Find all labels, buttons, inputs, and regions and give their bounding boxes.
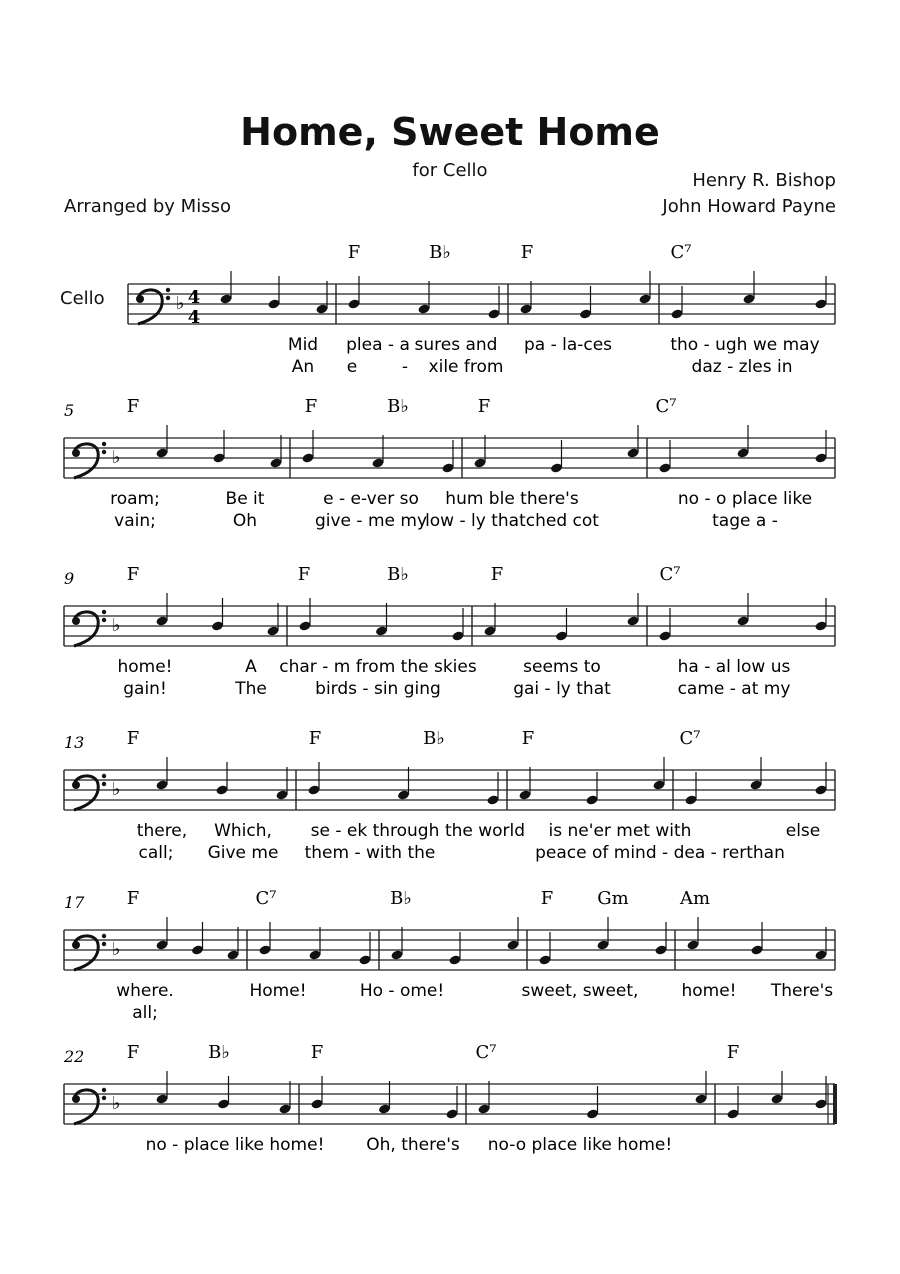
measure-number: 22 [64,1047,85,1066]
lyric-verse1: Home! [249,981,307,1001]
composer-credit: Henry R. Bishop [692,170,836,191]
chord-symbol: B♭ [429,242,451,263]
lyric-verse2: Give me [207,843,279,863]
bass-clef-dot [72,941,80,949]
lyric-verse1: There's [770,981,834,1001]
bass-clef-icon [138,290,162,324]
measure-number: 5 [64,401,75,420]
bass-clef-dot [72,781,80,789]
chord-symbol: B♭ [387,564,409,585]
chord-symbol: F [304,396,318,417]
chord-symbol: F [477,396,491,417]
lyric-verse2: low - ly thatched cot [425,511,599,531]
bass-clef-icon [74,1090,98,1124]
lyric-verse1: seems to [523,657,601,677]
lyric-verse2: call; [138,843,174,863]
measure-number: 9 [64,569,75,588]
bass-clef-dot [102,450,106,454]
chord-symbol: F [126,564,140,585]
lyric-verse1: sures and [414,335,498,355]
lyric-verse1: Which, [214,821,272,841]
chord-symbol: C⁷ [679,728,701,749]
lyric-verse2: them - with the [304,843,436,863]
key-signature-flat-icon: ♭ [112,779,121,800]
key-signature-flat-icon: ♭ [112,447,121,468]
chord-symbol: F [126,396,140,417]
chord-symbol: F [126,888,140,909]
chord-symbol: F [126,728,140,749]
bass-clef-icon [74,776,98,810]
bass-clef-icon [74,444,98,478]
bass-clef-icon [74,936,98,970]
chord-symbol: C⁷ [655,396,677,417]
chord-symbol: Am [679,888,711,909]
lyric-verse1: pa - la-ces [523,335,613,355]
bass-clef-dot [102,782,106,786]
lyric-verse1: char - m from the skies [279,657,477,677]
lyric-verse1: home! [681,981,737,1001]
chord-symbol: C⁷ [255,888,277,909]
chord-symbol: C⁷ [670,242,692,263]
key-signature-flat-icon: ♭ [112,1093,121,1114]
lyric-verse2: gai - ly that [513,679,611,699]
chord-symbol: F [308,728,322,749]
bass-clef-dot [102,1088,106,1092]
arranger-credit: Arranged by Misso [64,196,231,217]
chord-symbol: F [126,1042,140,1063]
lyric-verse2: gain! [123,679,167,699]
bass-clef-dot [102,442,106,446]
lyric-verse1: where. [116,981,174,1001]
bass-clef-dot [72,617,80,625]
lyric-verse1: Ho - ome! [359,981,445,1001]
time-signature-top: 4 [187,287,201,308]
chord-symbol: F [521,728,535,749]
chord-symbol: F [520,242,534,263]
lyric-verse2: The [235,679,267,699]
score-subtitle: for Cello [412,160,488,181]
chord-symbol: C⁷ [659,564,681,585]
measure-number: 13 [64,733,85,752]
lyric-verse1: sweet, sweet, [521,981,639,1001]
lyric-verse1: ha - al low us [677,657,791,677]
key-signature-flat-icon: ♭ [176,293,185,314]
lyric-verse1: roam; [110,489,160,509]
bass-clef-dot [102,618,106,622]
chord-symbol: F [347,242,361,263]
bass-clef-dot [102,610,106,614]
lyric-verse1: the world [444,821,526,841]
lyric-verse1: home! [117,657,173,677]
bass-clef-dot [166,296,170,300]
lyric-verse1: tho - ugh we may [670,335,820,355]
chord-symbol: B♭ [387,396,409,417]
lyric-verse1: Mid [287,335,319,355]
key-signature-flat-icon: ♭ [112,939,121,960]
lyric-verse1: e - e-ver so [323,489,419,509]
lyric-verse2: birds - sin ging [315,679,441,699]
bass-clef-dot [166,288,170,292]
lyric-verse2: Oh [232,511,258,531]
lyric-verse1: hum ble there's [445,489,579,509]
chord-symbol: F [726,1042,740,1063]
lyric-verse2: peace of mind - dea - rerthan [535,843,785,863]
lyric-verse2: An [291,357,315,377]
lyric-verse1: A [245,657,257,677]
chord-symbol: C⁷ [475,1042,497,1063]
lyric-verse1: is ne'er met with [548,821,692,841]
lyric-verse2: all; [132,1003,158,1023]
bass-clef-dot [102,774,106,778]
bass-clef-dot [102,942,106,946]
lyric-verse2: - [401,357,409,377]
bass-clef-dot [102,1096,106,1100]
lyric-verse1: there, [136,821,188,841]
lyric-verse2: give - me my [314,511,428,531]
chord-symbol: B♭ [208,1042,230,1063]
lyric-verse2: e [346,357,358,377]
chord-symbol: F [490,564,504,585]
lyric-verse1: no - o place like [677,489,813,509]
chord-symbol: B♭ [423,728,445,749]
lyric-verse2: xile from [428,357,504,377]
bass-clef-icon [74,612,98,646]
lyric-verse2: vain; [114,511,156,531]
score-title: Home, Sweet Home [240,110,660,154]
chord-symbol: F [540,888,554,909]
bass-clef-dot [72,449,80,457]
bass-clef-dot [136,295,144,303]
time-signature-bottom: 4 [187,307,201,328]
bass-clef-dot [102,934,106,938]
lyric-verse1: Be it [225,489,265,509]
chord-symbol: F [310,1042,324,1063]
instrument-label: Cello [60,288,105,309]
chord-symbol: F [297,564,311,585]
key-signature-flat-icon: ♭ [112,615,121,636]
lyric-verse2: came - at my [677,679,791,699]
lyric-verse1: Oh, there's [366,1135,460,1155]
chord-symbol: Gm [597,888,629,909]
lyric-verse1: se - ek through [310,821,440,841]
lyricist-credit: John Howard Payne [662,196,836,217]
measure-number: 17 [64,893,85,912]
lyric-verse1: plea - a [346,335,410,355]
lyric-verse1: no-o place like home! [487,1135,673,1155]
lyric-verse1: no - place like home! [145,1135,325,1155]
lyric-verse1: else [785,821,821,841]
bass-clef-dot [72,1095,80,1103]
lyric-verse2: daz - zles in [691,357,793,377]
lyric-verse2: tage a - [712,511,778,531]
chord-symbol: B♭ [390,888,412,909]
